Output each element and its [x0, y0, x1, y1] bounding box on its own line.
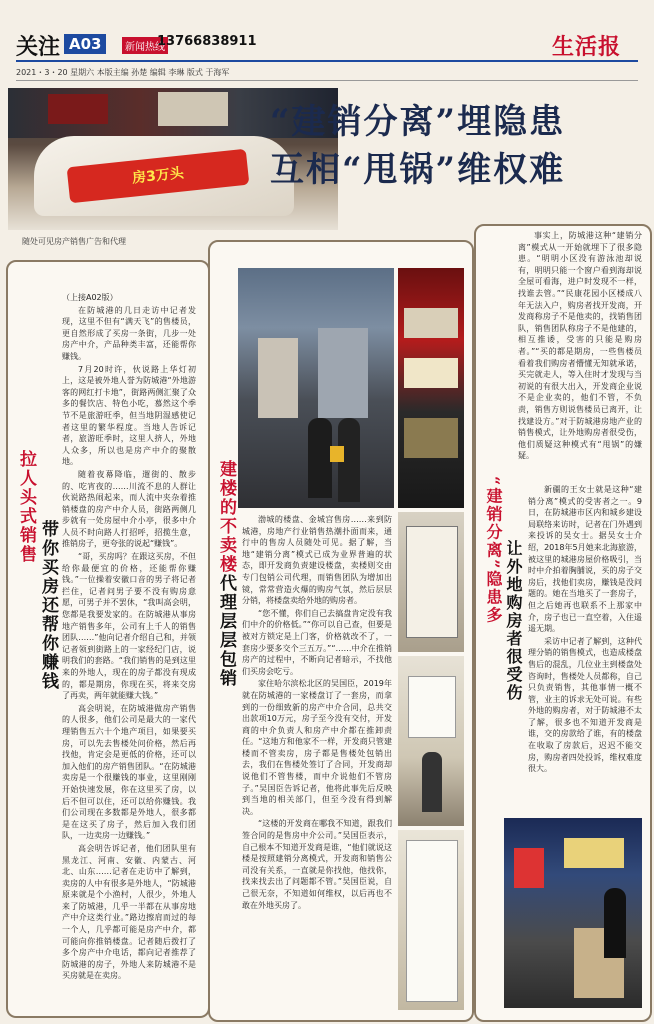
headline-line-1: “建销分离”埋隐患 [270, 102, 566, 142]
middle-subhead-1: 建楼的不卖楼 [216, 460, 236, 574]
left-para: 高会明说，在防城港做房产销售的人很多，他们公司是最大的一家代理销售五六十个地产项目，如果要买房，可以先去售楼处问价格，然后再找他，肯定会是更低的价格，还可以加入他们的房产销售团队。“在防城港卖房是一个很赚钱的事业，这里刚刚开始快速发展，你在这里买了房，以后不但可以住，还可以给你赚钱。我们公司现在多数都是外地人，很多都是在这买了房子，然后加入我们团队，一边卖房一边赚钱。” [62, 703, 196, 841]
neon-sign-shape [514, 848, 544, 888]
person-shape [422, 752, 442, 812]
notice-shape [408, 676, 456, 738]
left-source: （上接A02版） [62, 293, 118, 302]
right-subhead-1: “建销分离”隐患多 [484, 476, 503, 625]
left-para: 随着夜幕降临，遛街的、散步的、吃宵夜的……川流不息的人群让伙说路热闹起来，而人流中夹杂着推销楼盘的房产中介人员，街路两侧几步就有一处房屋中介小亭，很多中介人员不时向路人打招呼，招揽生意，推销房子，更夸张的说起“赚钱”。 [62, 469, 196, 549]
paper-logo: 生活报 [552, 34, 622, 60]
street-vendor-photo [504, 818, 642, 1008]
building-shape [318, 328, 368, 418]
right-subhead-2: 让外地购房者很受伤 [504, 540, 523, 702]
sales-office-photo [398, 268, 464, 508]
middle-subhead-2: 代理层层包销 [216, 574, 236, 688]
middle-para: “这楼的开发商在哪我不知道，跟我们签合同的是售房中介公司。”吴国臣表示，自己根本不知道开发商是谁，“他们就说这楼是按照建销分离模式，开发商和销售公司没有关系，一直就是你找他，他找你，找来找去出了问题都不管。”吴国臣说，自己很无奈，不知道如何维权，以后再也不敢在外地买房了。 [242, 819, 392, 910]
header-rule-thin [16, 80, 638, 81]
left-subhead-2: 带你买房还帮你赚钱 [38, 520, 58, 691]
shop-sign [48, 94, 108, 124]
document-shape [406, 840, 458, 1002]
document-photo [398, 830, 464, 1010]
left-subhead-1: 拉人头式销售 [16, 450, 36, 564]
headline [250, 98, 646, 204]
poster-shape [404, 308, 458, 338]
person-shape [604, 888, 626, 958]
left-para: “哥，买房吗？在跟这买房，不但给你最便宜的价格，还能帮你赚钱。”一位操着安徽口音的男子将记者拦住，记者问男子要不没有购房意愿，可男子并不罢休，“我叫高会明，您都是我要发家的。在防城港从事房地产销售多年，公司有上千人的销售团队……”他向记者介绍自己和，并领记者领到街路上的一家经纪门店，说明我们的套路。“我们销售的是到这里来的外地人，现在的房子都没有现成的，都是期房，你现在买，将来交房了再卖，两年就能赚大钱。” [62, 552, 196, 701]
poster-shape [404, 418, 458, 458]
flyer-shape [330, 446, 344, 462]
shop-window [158, 92, 228, 126]
poster-shape [404, 358, 458, 388]
middle-para: 家住哈尔滨松北区的吴国臣，2019年就在防城港的一家楼盘订了一套房，而拿到的一份细致新的房产中介合同，总共交出款项10万元，房子至今没有交付，开发商的中介负责人和房产中介都在推卸责任。“这地方和他家不一样，开发商只管建楼而不管卖房，房子都是售楼处包销出去，我们在售楼处签订了合同，开发商却说他们不管售楼，而中介说他们不管房子。”吴国臣告诉记者，他将此事先后反映到当地的相关部门，但至今没有得到解决。 [242, 679, 392, 816]
header-rule [16, 60, 638, 62]
left-article-body [62, 292, 196, 1004]
right-article-body-2 [528, 484, 642, 816]
right-para: 采访中记者了解到，这种代理分销的销售模式，也造成楼盘售后的混乱，几位业主到楼盘处咨询时，售楼处人员都称，自己只负责销售，其他事情一概不管，业主的诉求无处可说。有些外地的购房者，对于防城港不太了解，很多也不知道开发商是谁，交的房款给了谁，有的楼盘在收取了房款后，迟迟不能交房，购房者四处投诉，维权难度很大。 [528, 636, 642, 774]
left-para: 7月20时许，伙说路上华灯初上，这是被外地人誉为防城港“外地游客的网红打卡地”，街路两侧汇聚了众多的餐饮店、特色小吃，慕然这个季节不是旅游旺季，但当地阴湿感使记者这里的繁华程度。当地人告诉记者，旅游旺季时，这里人挤人，外地人众多，所以也是房产中介的聚散地。 [62, 364, 196, 467]
header-info-line: 2021・3・20 星期六 本版主编 孙楚 编辑 李琳 版式 于海军 [16, 68, 230, 77]
hotline-label: 新闻热线 [122, 37, 168, 54]
right-para: 事实上，防城港这种“建销分离”模式从一开始就埋下了很多隐患。“明明小区没有游泳池却说有，明明只能一个窗户看到海却说全屋可看海，进户时发现不一样，找谁去管。”“民康花园小区楼成八年无法入户，购房者找开发商，开发商称房子不是他卖的，找销售团队，销售团队称房子不是他建的，相互推诿，受害的只能是购房者。”“买的都是期房，一些售楼员看着我们购房者懵懂无知就承诺，买完就走人，等入住时才发现与当初说的有很大出入，开发商企业说不是企业卖的，他们不管，不负责，销售方则说售楼员已离开，让找建设方。”对于防城港房地产业的销售模式，让外地购房者很受伤，他们质疑这种模式有“甩锅”的嫌疑。 [518, 231, 642, 461]
middle-para: 渤城的楼盘、金城宫售房……来到防城港，房地产行业销售热潮扑面而来，通行中的售房人员随处可见。据了解，当地“建销分离”模式已成为业界普遍的状态，即开发商负责建设楼盘，卖楼则交由专门包销公司代理，而销售团队为增加出镜，常常营造火爆的购房气氛，然后层层分销，将楼盘卖给外地的购房者。 [242, 515, 392, 606]
left-para: 高会明告诉记者，他们团队里有黑龙江、河南、安徽、内蒙古、河北、山东……记者在走访中了解到，卖房的人中有很多是外地人，“防城港原来就是个小渔村，人很少，外地人来了防城港，几乎一半都在从事房地产中介这类行业。”路边擦肩而过的每一个人，几乎都可能是房产中介，都可能向你推销楼盘。记者随后拨打了多个房产中介电话，都向记者推荐了防城港的房子，外地人来防城港不是买房就是在卖房。 [62, 843, 196, 981]
sign-shape [406, 526, 458, 638]
headline-line-2: 互相“甩锅”维权难 [270, 150, 566, 190]
person-shape [308, 418, 332, 498]
left-para: 在防城港的几日走访中记者发现，这里不但有“满天飞”的售楼员，更自然形成了买房一条街，几步一处房产中介，产品种类丰富，还能帮你赚钱。 [62, 305, 196, 361]
building-shape [258, 338, 298, 418]
neon-sign-shape [564, 838, 624, 868]
sign-board-photo [398, 512, 464, 652]
street-night-photo [238, 268, 394, 508]
right-article-body-1 [518, 230, 642, 476]
middle-para: “您不懂，你们自己去搞盘肯定没有我们中介的价格低。”“你可以自己查，但要是被对方锁定是上门客，价格就改不了，一套房少要多交个三五万。”“……中介在推销房产的过程中，不断向记者暗示，不找他们买房会吃亏。 [242, 608, 392, 676]
page-code: A03 [64, 34, 106, 54]
photo-caption: 随处可见房产销售广告和代理 [22, 237, 126, 246]
middle-article-body [242, 514, 392, 1010]
section-title: 关注 [16, 34, 61, 60]
office-photo [398, 656, 464, 826]
hotline-phone: 13766838911 [157, 34, 257, 49]
ad-banner: 房3万头 [67, 149, 250, 204]
right-para: 新疆的王女士就是这种“建销分离”模式的受害者之一。9日，在防城港市区内和城乡建设局联络来访时，记者在门外遇到来投诉的吴女士。据吴女士介绍，2018年5月她来北海旅游，被这里的城港房屋价格吸引，当时中介拍着胸脯说，买的房子交房后，找他们卖房，赚钱是没问题的。她在当地买了一套房子，但之后她再也联系不上那家中介，房子也已一直空着，入住遥遥无期。 [528, 485, 642, 634]
